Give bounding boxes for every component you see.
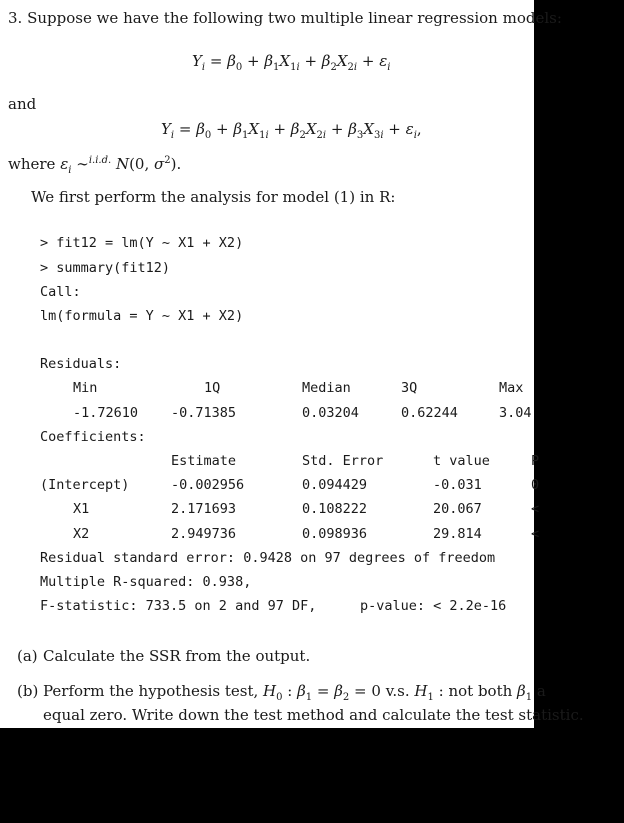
coef-row-intercept-t: -0.031: [433, 477, 482, 493]
residual-value-max: 3.04: [499, 405, 532, 421]
residuals-label: Residuals:: [40, 356, 122, 372]
coef-row-intercept-name: (Intercept): [40, 477, 130, 493]
model-1-equation: $Y_i = \beta_0 + \beta_1X_{1i} + \beta_2X_{2i} + \varepsilon_i$: [192, 52, 391, 73]
p-value: p-value: < 2.2e-16: [360, 598, 507, 614]
coef-row-x1-se: 0.108222: [302, 501, 368, 517]
residual-header-median: Median: [302, 380, 351, 396]
coef-header-estimate: Estimate: [171, 453, 237, 469]
coef-row-x1-estimate: 2.171693: [171, 501, 237, 517]
problem-intro: 3. Suppose we have the following two multiple linear regression models:: [8, 9, 562, 27]
coef-row-x1-t: 20.067: [433, 501, 482, 517]
residual-value-median: 0.03204: [302, 405, 359, 421]
coef-row-x2-name: X2: [73, 526, 90, 542]
residual-header-max: Max: [499, 380, 524, 396]
coef-row-x1-p: <: [531, 501, 540, 517]
question-b-text-line-2: equal zero. Write down the test method and calculate the test statistic.: [43, 706, 584, 724]
residual-value-min: -1.72610: [73, 405, 139, 421]
question-a-text: Calculate the SSR from the output.: [43, 647, 311, 665]
residual-header-3q: 3Q: [401, 380, 418, 396]
coef-row-x2-p: <: [531, 526, 540, 542]
residual-value-3q: 0.62244: [401, 405, 458, 421]
r-command-1: > fit12 = lm(Y ~ X1 + X2): [40, 235, 244, 251]
coef-header-t: t value: [433, 453, 490, 469]
coef-row-intercept-estimate: -0.002956: [171, 477, 245, 493]
analysis-line: We first perform the analysis for model (1) in R:: [31, 188, 396, 206]
multiple-r-squared: Multiple R-squared: 0.938,: [40, 574, 252, 590]
coef-header-se: Std. Error: [302, 453, 384, 469]
call-formula: lm(formula = Y ~ X1 + X2): [40, 308, 244, 324]
question-b-label: (b): [17, 682, 39, 700]
coef-row-x2-se: 0.098936: [302, 526, 368, 542]
coefficients-label: Coefficients:: [40, 429, 146, 445]
coef-row-x2-estimate: 2.949736: [171, 526, 237, 542]
coef-header-p: P: [531, 453, 540, 469]
coef-row-x2-t: 29.814: [433, 526, 482, 542]
error-assumption: where $\varepsilon_i$ ∼$^{i.i.d.}$ N(0, $\sigma^2$).: [8, 155, 182, 176]
residual-header-min: Min: [73, 380, 98, 396]
residual-value-1q: -0.71385: [171, 405, 237, 421]
residual-header-1q: 1Q: [204, 380, 221, 396]
call-label: Call:: [40, 284, 81, 300]
residual-standard-error: Residual standard error: 0.9428 on 97 degrees of freedom: [40, 550, 496, 566]
question-b-text-line-1: Perform the hypothesis test, $H_0$ : $\beta_1 = \beta_2 = 0$ v.s. $H_1$ : not both $\beta_1$ a: [43, 682, 546, 703]
r-command-2: > summary(fit12): [40, 260, 171, 276]
coef-row-intercept-p: 0: [531, 477, 540, 493]
question-a-label: (a): [17, 647, 38, 665]
and-word: and: [8, 95, 37, 113]
coef-row-x1-name: X1: [73, 501, 90, 517]
coef-row-intercept-se: 0.094429: [302, 477, 368, 493]
model-2-equation: $Y_i = \beta_0 + \beta_1X_{1i} + \beta_2X_{2i} + \beta_3X_{3i} + \varepsilon_i$,: [161, 120, 422, 141]
f-statistic: F-statistic: 733.5 on 2 and 97 DF,: [40, 598, 317, 614]
